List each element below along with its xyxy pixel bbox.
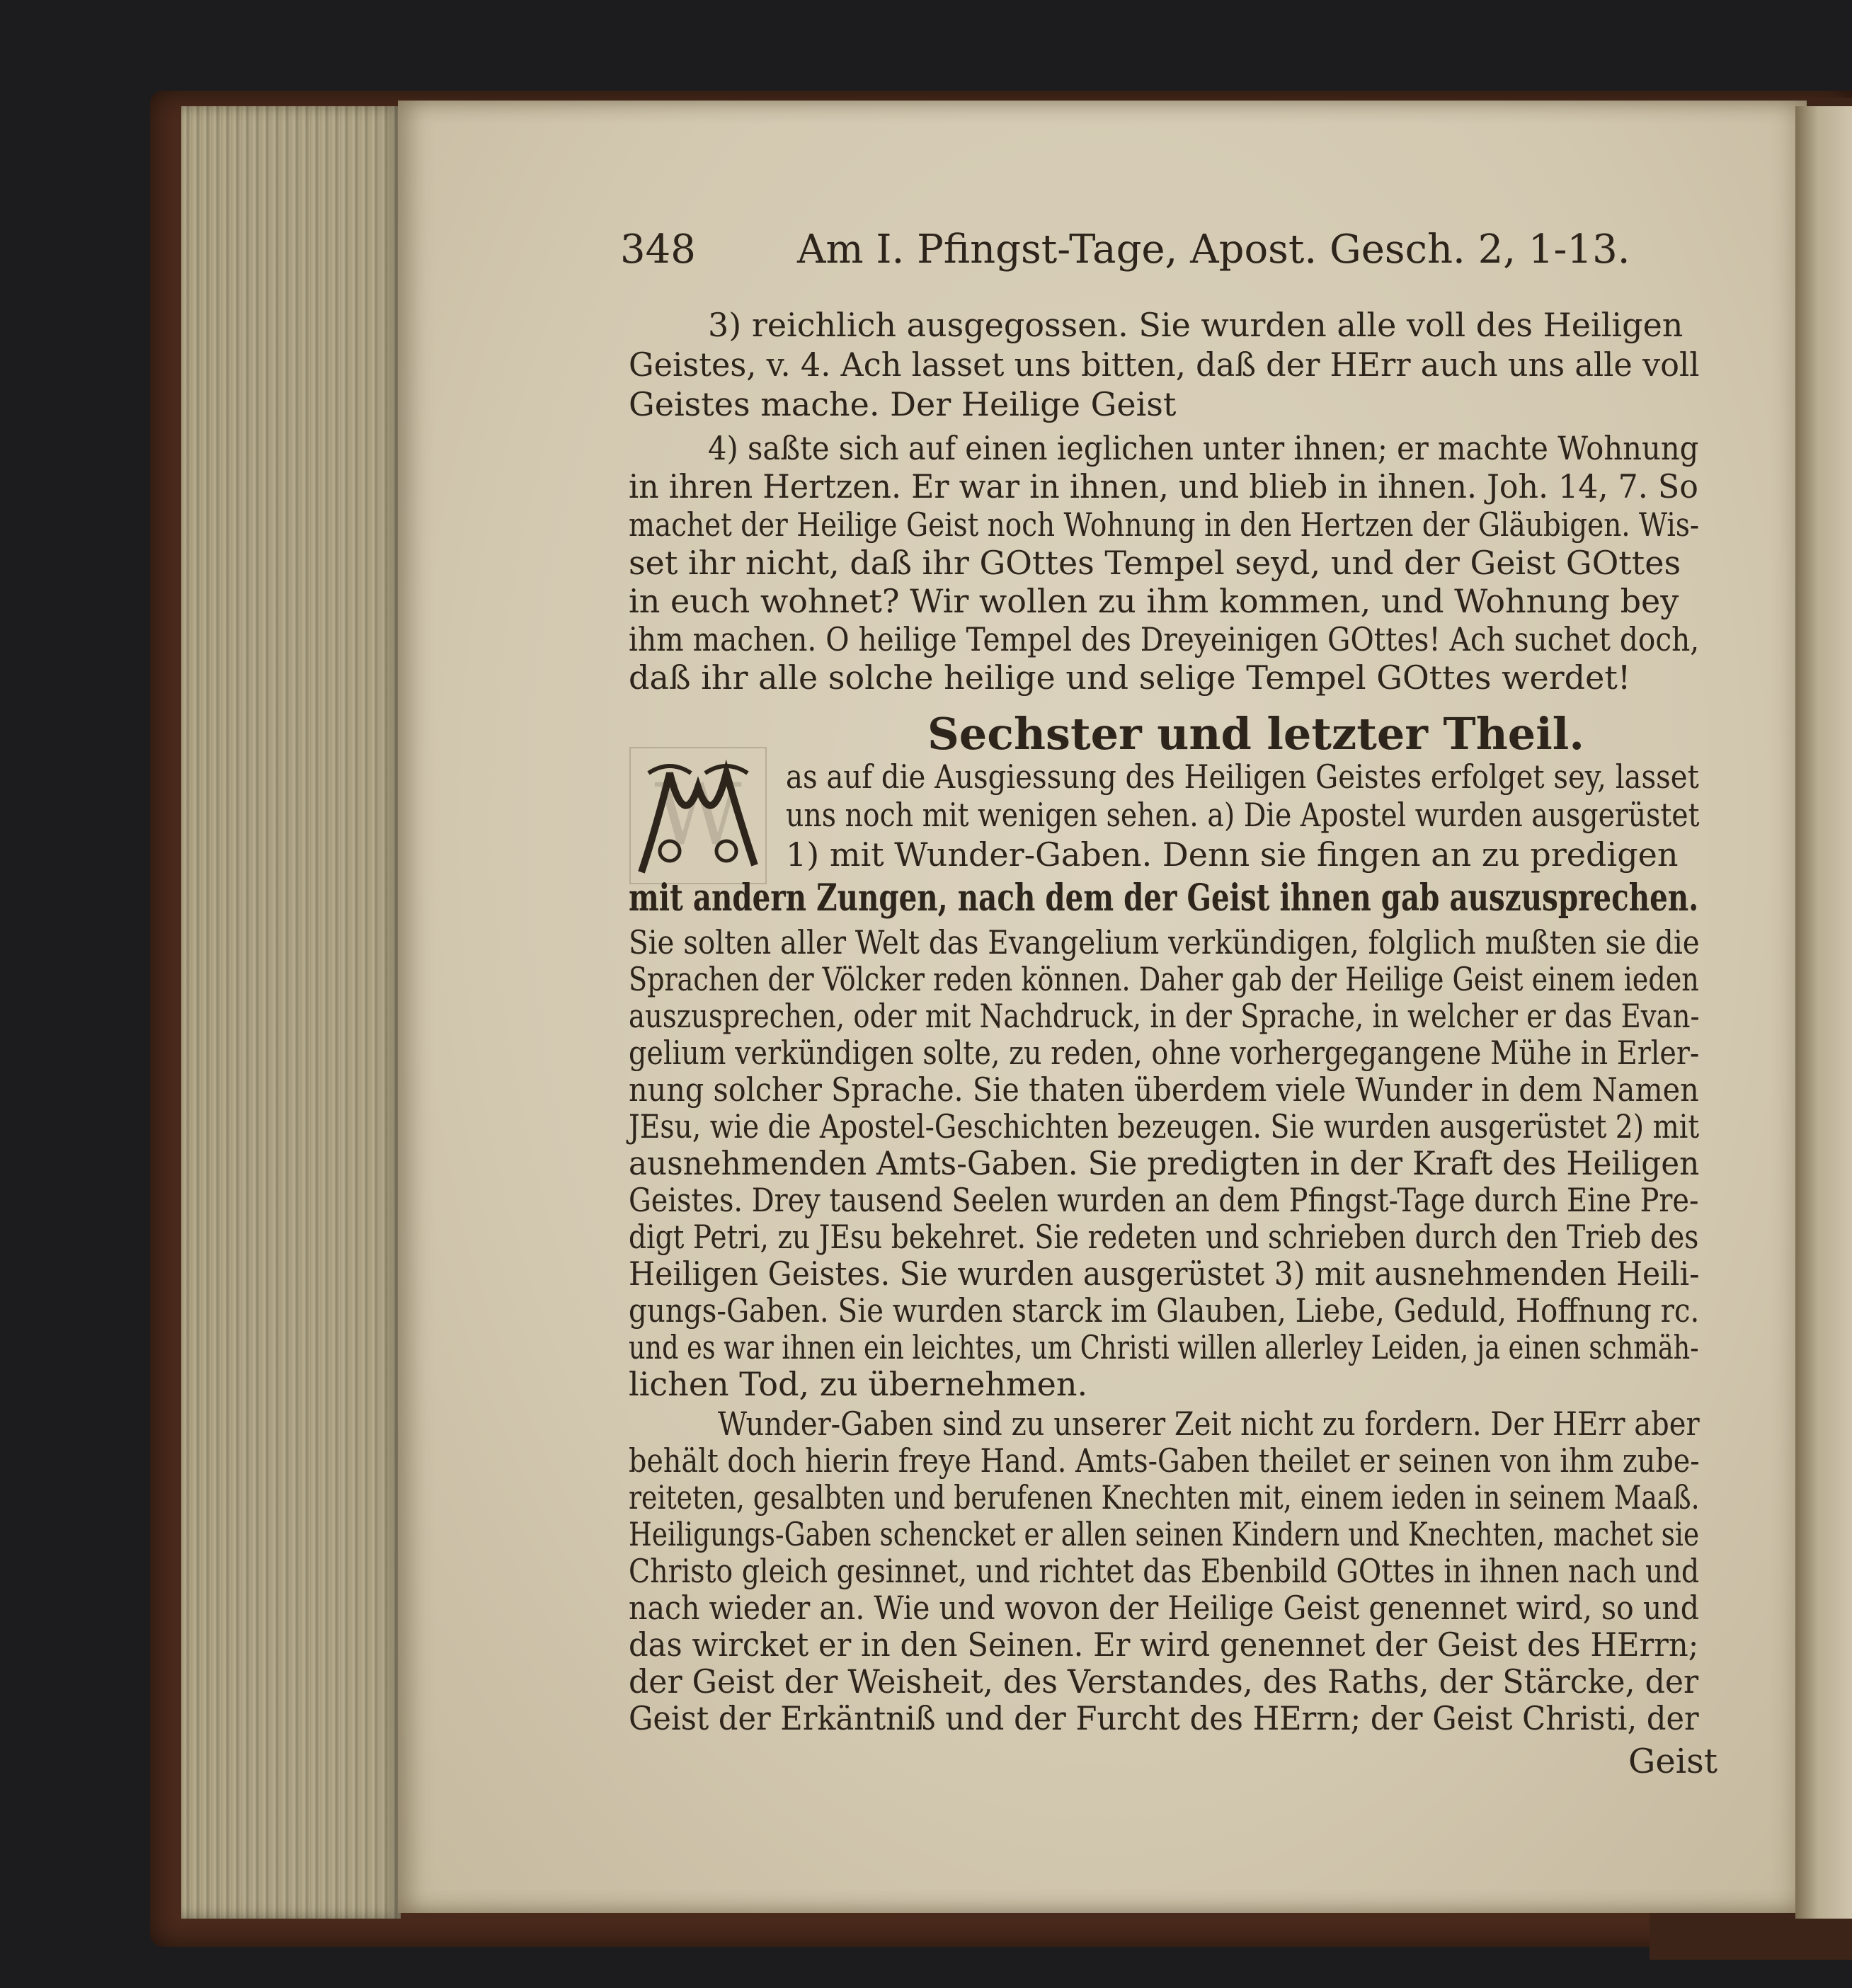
text-line: 1) mit Wunder-Gaben. Denn sie fingen an zu predigen [786,835,1679,874]
text-line: mit andern Zungen, nach dem der Geist ihnen gab auszusprechen. [629,876,1699,920]
text-line: Heiligen Geistes. Sie wurden ausgerüstet 3) mit ausnehmenden Heili- [629,1255,1700,1293]
text-line: Geist der Erkäntniß und der Furcht des HErrn; der Geist Christi, der [629,1699,1699,1737]
text-line: Wunder-Gaben sind zu unserer Zeit nicht zu fordern. Der HErr aber [718,1405,1700,1443]
text-line: daß ihr alle solche heilige und selige Tempel GOttes werdet! [629,658,1631,697]
facing-page-edge [1795,106,1852,1919]
text-line: ausnehmenden Amts-Gaben. Sie predigten in der Kraft des Heiligen [629,1144,1700,1182]
drop-cap-letter: W [654,766,742,864]
text-line: as auf die Ausgiessung des Heiligen Geistes erfolget sey, lasset [786,758,1699,796]
text-line: 3) reichlich ausgegossen. Sie wurden alle voll des Heiligen [708,306,1684,344]
running-head: Am I. Pfingst-Tage, Apost. Gesch. 2, 1-13. [797,227,1630,273]
drop-cap-ornament [627,745,769,886]
text-line: auszusprechen, oder mit Nachdruck, in der Sprache, in welcher er das Evan- [629,997,1700,1035]
page-number: 348 [620,227,696,273]
text-line: 4) saßte sich auf einen ieglichen unter ihnen; er machte Wohnung [708,429,1699,467]
text-line: der Geist der Weisheit, des Verstandes, des Raths, der Stärcke, der [629,1662,1699,1701]
text-line: Sie solten aller Welt das Evangelium verkündigen, folglich mußten sie die [629,923,1700,961]
text-line: Sprachen der Völcker reden können. Daher gab der Heilige Geist einem ieden [629,960,1699,998]
text-line: digt Petri, zu JEsu bekehret. Sie redeten und schrieben durch den Trieb des [629,1218,1699,1256]
catchword: Geist [1628,1742,1718,1781]
text-line: behält doch hierin freye Hand. Amts-Gaben theilet er seinen von ihm zube- [629,1441,1700,1480]
text-line: Geistes, v. 4. Ach lasset uns bitten, daß der HErr auch uns alle voll [629,345,1700,384]
text-line: lichen Tod, zu übernehmen. [629,1365,1088,1403]
text-line: gungs-Gaben. Sie wurden starck im Glauben, Liebe, Geduld, Hoffnung rc. [629,1291,1700,1330]
text-line: Heiligungs-Gaben schencket er allen seinen Kindern und Knechten, machet sie [629,1515,1700,1553]
text-line: reiteten, gesalbten und berufenen Knechten mit, einem ieden in seinem Maaß. [629,1478,1700,1516]
text-line: in euch wohnet? Wir wollen zu ihm kommen, und Wohnung bey [629,582,1679,620]
text-line: das wircket er in den Seinen. Er wird genennet der Geist des HErrn; [629,1626,1699,1664]
text-line: nung solcher Sprache. Sie thaten überdem viele Wunder in dem Namen [629,1070,1699,1109]
text-line: Christo gleich gesinnet, und richtet das Ebenbild GOttes in ihnen nach und [629,1552,1700,1590]
text-line: in ihren Hertzen. Er war in ihnen, und blieb in ihnen. Joh. 14, 7. So [629,467,1698,505]
text-line: uns noch mit wenigen sehen. a) Die Apostel wurden ausgerüstet [786,796,1700,834]
text-line: Geistes. Drey tausend Seelen wurden an dem Pfingst-Tage durch Eine Pre- [629,1181,1699,1219]
text-line: ihm machen. O heilige Tempel des Dreyeinigen GOttes! Ach suchet doch, [629,620,1700,658]
text-line: Geistes mache. Der Heilige Geist [629,385,1177,423]
text-line: gelium verkündigen solte, zu reden, ohne vorhergegangene Mühe in Erler- [629,1034,1700,1072]
text-line: set ihr nicht, daß ihr GOttes Tempel seyd, und der Geist GOttes [629,544,1681,582]
text-line: und es war ihnen ein leichtes, um Christi willen allerley Leiden, ja einen schmäh- [629,1328,1699,1366]
text-line: nach wieder an. Wie und wovon der Heilige Geist genennet wird, so und [629,1589,1700,1627]
text-line: JEsu, wie die Apostel-Geschichten bezeugen. Sie wurden ausgerüstet 2) mit [629,1107,1700,1146]
section-title: Sechster und letzter Theil. [927,708,1584,760]
text-line: machet der Heilige Geist noch Wohnung in den Hertzen der Gläubigen. Wis- [629,505,1700,544]
page-edges [181,106,401,1919]
